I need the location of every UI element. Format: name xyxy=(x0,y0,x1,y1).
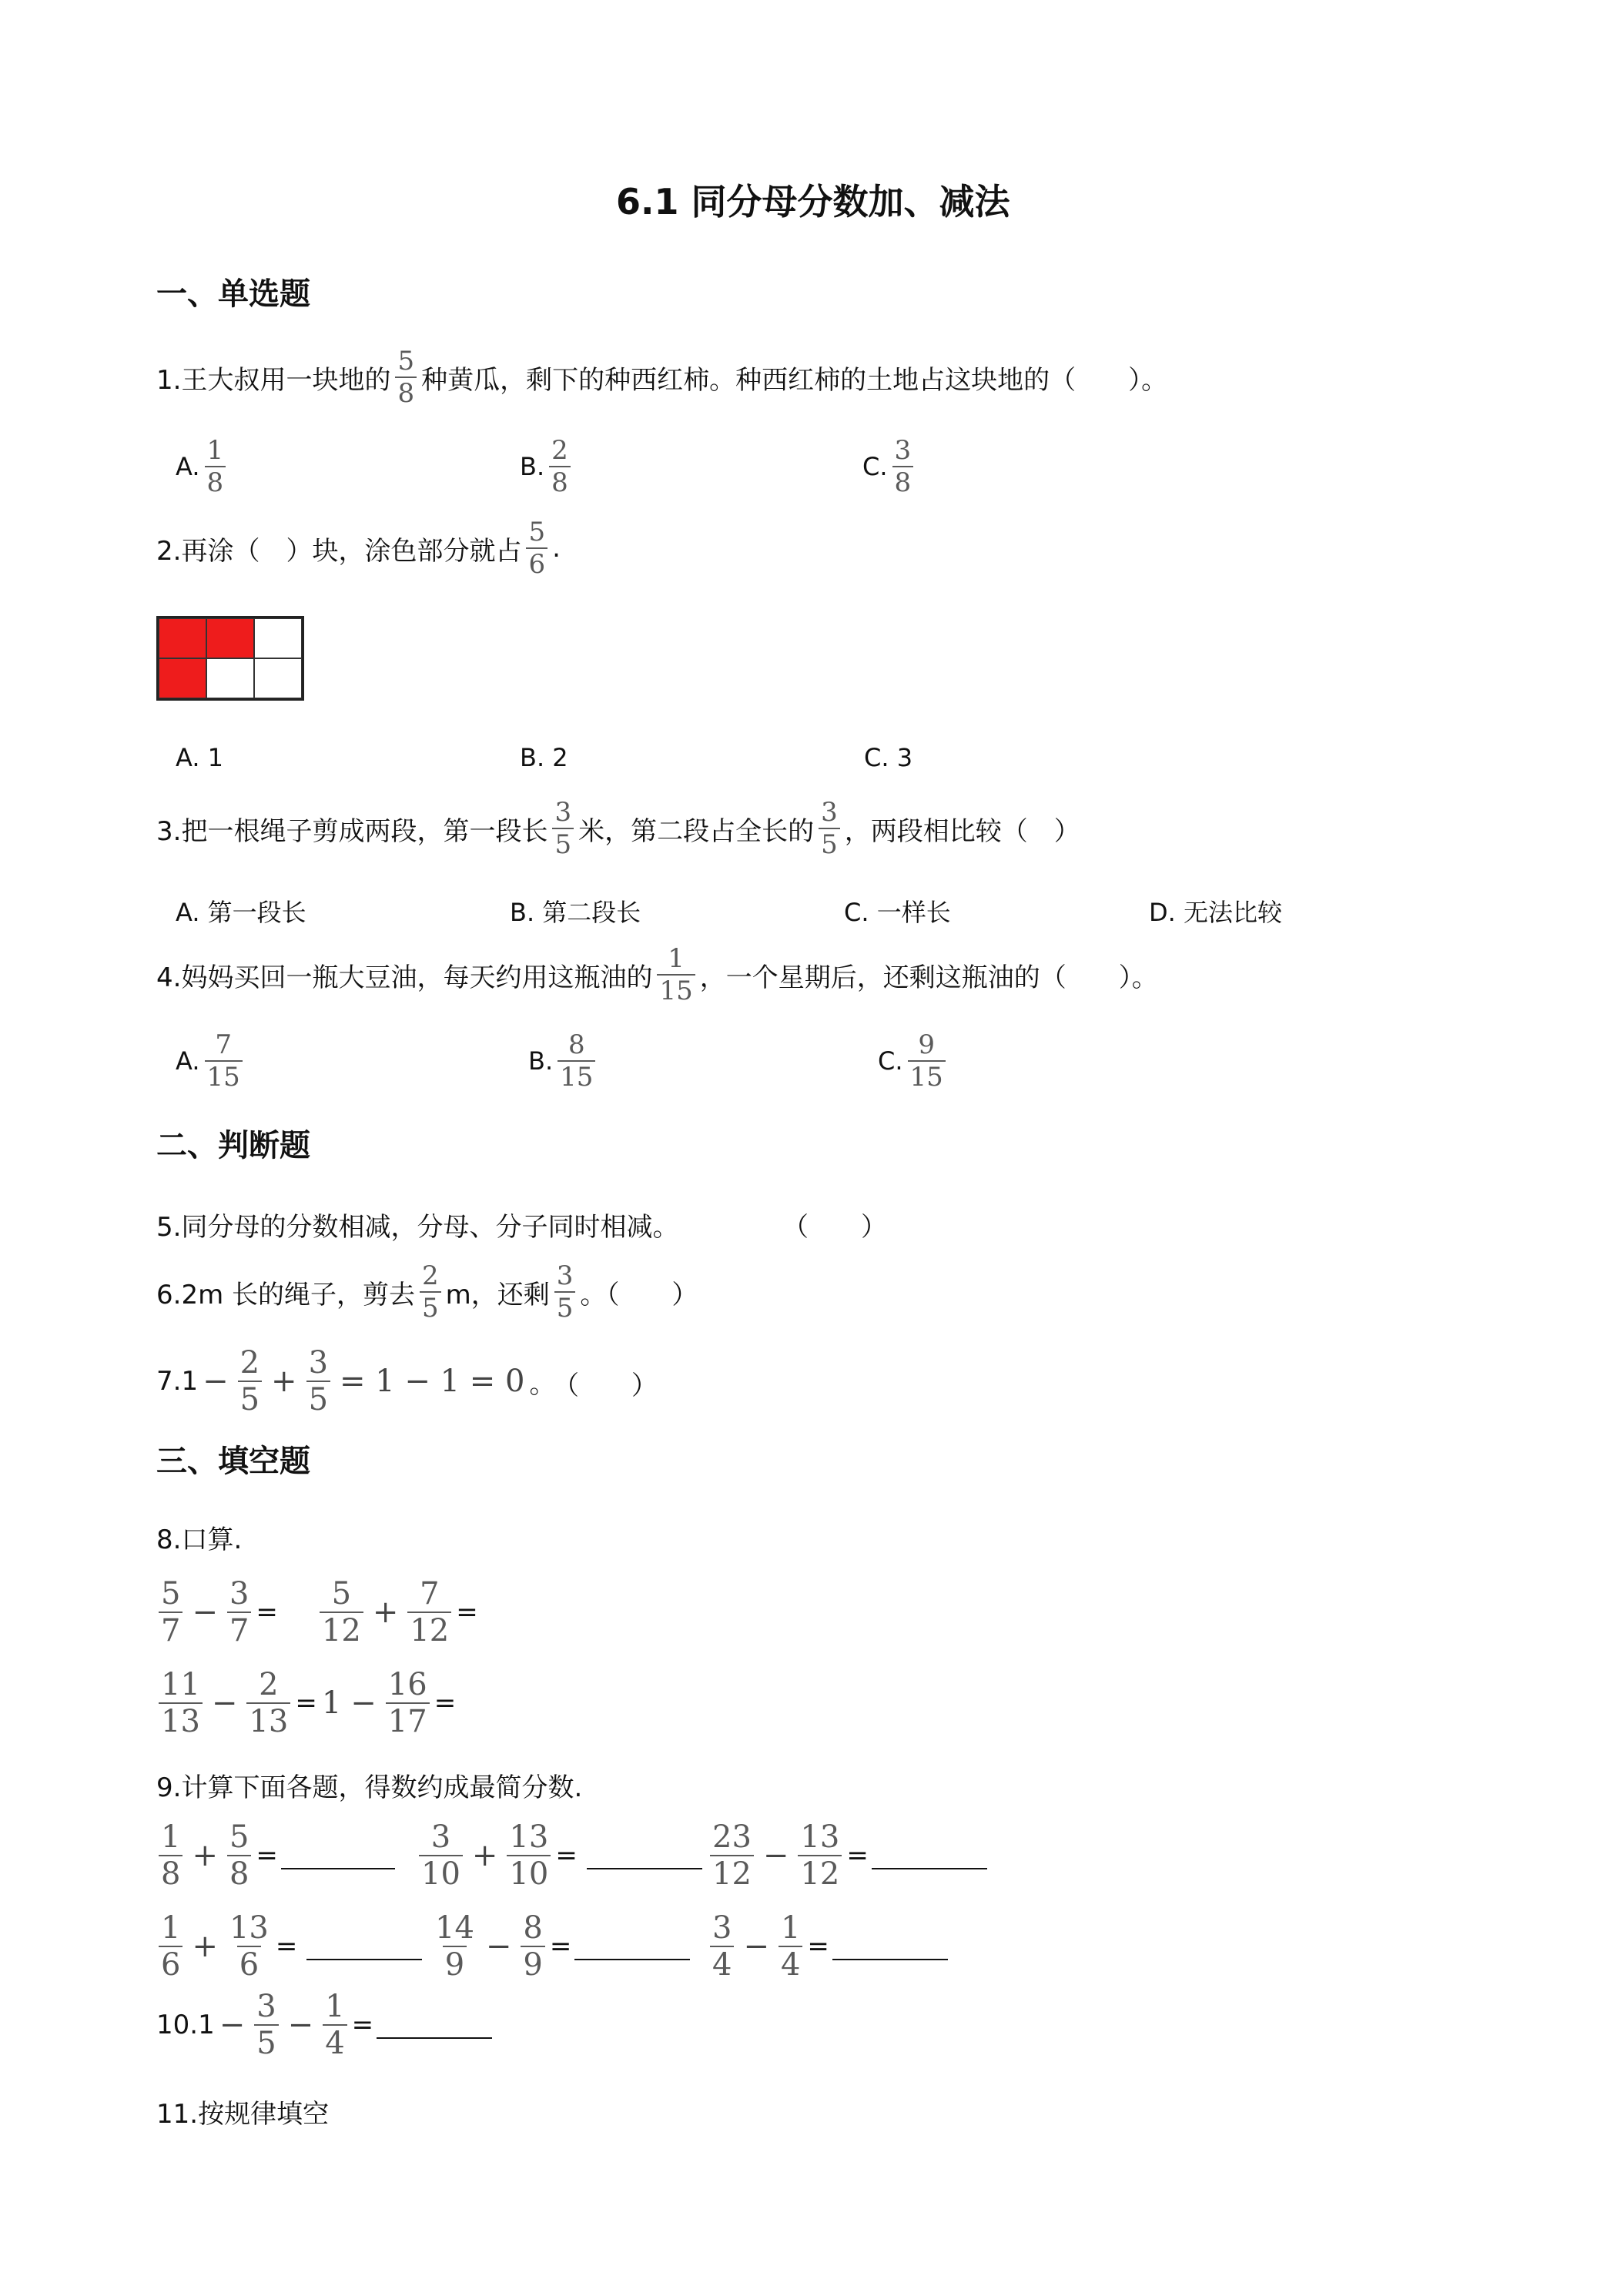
question-6-prefix: 6.2m 长的绳子，剪去 xyxy=(156,1279,415,1310)
question-9-item-2 xyxy=(414,1819,702,1892)
numerator: 5 xyxy=(229,1819,249,1855)
option-fraction xyxy=(205,1029,243,1093)
option-label: A. xyxy=(176,452,200,481)
grid-cell-shaded xyxy=(159,618,206,658)
numerator: 3 xyxy=(894,435,912,466)
numerator: 13 xyxy=(509,1819,549,1855)
denominator: 10 xyxy=(419,1855,463,1889)
option-fraction xyxy=(205,437,226,496)
numerator: 5 xyxy=(161,1576,181,1612)
denominator: 5 xyxy=(554,1291,576,1321)
numerator: 1 xyxy=(780,1910,801,1946)
numerator: 3 xyxy=(256,1989,276,2024)
answer-blank[interactable] xyxy=(587,1863,702,1869)
numerator: 5 xyxy=(331,1576,352,1612)
answer-blank[interactable] xyxy=(281,1863,395,1869)
denominator: 5 xyxy=(306,1381,330,1415)
option-label: B. xyxy=(520,452,545,481)
question-7-suffix: 。 xyxy=(529,1368,556,1400)
equals-sign[interactable]: = xyxy=(256,1597,278,1628)
denominator: 15 xyxy=(205,1060,243,1090)
operator: + xyxy=(192,1929,218,1964)
numerator: 1 xyxy=(161,1910,181,1946)
numerator: 16 xyxy=(387,1667,427,1702)
denominator: 12 xyxy=(320,1612,363,1646)
denominator: 5 xyxy=(420,1291,441,1321)
question-7-fraction-2 xyxy=(306,1347,330,1415)
question-2-fraction xyxy=(526,517,547,580)
denominator: 17 xyxy=(386,1702,430,1737)
question-2 xyxy=(156,517,561,580)
question-8-row-1 xyxy=(154,1578,478,1646)
operator: − xyxy=(192,1595,218,1630)
fraction xyxy=(419,1819,463,1892)
option-label: A. xyxy=(176,1046,200,1076)
answer-blank[interactable] xyxy=(872,1863,987,1869)
operator: + xyxy=(192,1838,218,1873)
fraction xyxy=(386,1669,430,1737)
fraction xyxy=(227,1578,251,1646)
answer-blank[interactable] xyxy=(832,1954,948,1960)
equals-sign: = xyxy=(549,1931,572,1962)
question-5 xyxy=(156,1206,678,1243)
question-3-suffix: ，两段相比较（ ） xyxy=(844,815,1080,847)
numerator: 2 xyxy=(422,1260,439,1291)
denominator: 8 xyxy=(159,1855,182,1889)
question-6-fraction-1 xyxy=(420,1260,441,1324)
answer-blank[interactable] xyxy=(377,2033,492,2039)
equals-sign: = xyxy=(555,1840,578,1871)
numerator: 7 xyxy=(215,1029,232,1060)
question-4-option-a[interactable] xyxy=(176,1029,247,1093)
question-1-fraction xyxy=(395,348,417,407)
denominator: 15 xyxy=(657,974,695,1004)
question-7-answer-paren[interactable]: （ ） xyxy=(553,1371,658,1401)
minus-operator: − xyxy=(203,1364,229,1399)
fraction xyxy=(159,1669,203,1737)
question-8-label: 8.口算. xyxy=(156,1525,243,1555)
denominator: 9 xyxy=(443,1946,467,1980)
question-9-item-4 xyxy=(154,1910,422,1983)
fraction xyxy=(507,1819,551,1892)
question-2-suffix: . xyxy=(552,533,561,564)
operator: − xyxy=(211,1685,238,1721)
fraction xyxy=(159,1910,182,1983)
question-5-text: 5.同分母的分数相减，分母、分子同时相减。 xyxy=(156,1212,679,1243)
numerator: 8 xyxy=(568,1029,585,1060)
question-11-label: 11.按规律填空 xyxy=(156,2099,330,2130)
denominator: 13 xyxy=(159,1702,203,1737)
plus-operator: + xyxy=(271,1364,297,1399)
grid-cell-empty xyxy=(254,658,302,698)
numerator: 3 xyxy=(556,1260,574,1291)
fraction xyxy=(320,1578,363,1646)
equals-sign: = xyxy=(275,1931,298,1962)
question-9-item-1 xyxy=(154,1819,395,1892)
numerator: 2 xyxy=(259,1667,279,1702)
denominator: 15 xyxy=(908,1060,946,1090)
equals-sign: = xyxy=(256,1840,278,1871)
question-9-item-6 xyxy=(705,1910,948,1983)
section-heading-fill-blank: 三、填空题 xyxy=(156,1444,310,1479)
minus-operator: − xyxy=(219,2007,246,2043)
question-6-suffix[interactable]: 。（ ） xyxy=(580,1279,698,1310)
denominator: 12 xyxy=(710,1855,754,1889)
question-3-middle: 米，第二段占全长的 xyxy=(578,815,815,847)
denominator: 12 xyxy=(407,1612,451,1646)
numerator: 9 xyxy=(918,1029,935,1060)
numerator: 2 xyxy=(239,1345,260,1381)
denominator: 6 xyxy=(237,1946,261,1980)
question-3-option-c[interactable]: C. 一样长 xyxy=(844,898,951,927)
denominator: 12 xyxy=(798,1855,842,1889)
question-10 xyxy=(156,1991,492,2059)
section-heading-single-choice: 一、单选题 xyxy=(156,276,310,312)
denominator: 6 xyxy=(159,1946,182,1980)
fraction xyxy=(433,1910,477,1983)
fraction xyxy=(246,1669,290,1737)
numerator: 1 xyxy=(161,1819,181,1855)
numerator: 3 xyxy=(308,1345,329,1381)
question-4-prefix: 4.妈妈买回一瓶大豆油，每天约用这瓶油的 xyxy=(156,962,653,993)
equals-sign[interactable]: = xyxy=(456,1597,478,1628)
denominator: 5 xyxy=(254,2024,278,2059)
fraction xyxy=(227,1910,271,1983)
numerator: 1 xyxy=(668,943,685,974)
equals-sign: = xyxy=(807,1931,829,1962)
operator: + xyxy=(372,1595,399,1630)
question-1-option-b[interactable] xyxy=(520,437,575,496)
numerator: 13 xyxy=(229,1910,269,1946)
question-5-answer-paren[interactable]: （ ） xyxy=(782,1212,887,1243)
question-7-prefix: 7.1 xyxy=(156,1366,199,1397)
numerator: 3 xyxy=(821,797,838,828)
numerator: 8 xyxy=(523,1910,543,1946)
section-heading-true-false: 二、判断题 xyxy=(156,1128,310,1163)
grid-cell-empty xyxy=(254,618,302,658)
fraction xyxy=(521,1910,544,1983)
grid-cell-empty xyxy=(206,658,254,698)
numerator: 14 xyxy=(435,1910,474,1946)
question-2-option-b[interactable]: B. 2 xyxy=(520,743,568,772)
question-9-item-3 xyxy=(705,1819,987,1892)
option-fraction xyxy=(549,437,571,496)
question-2-option-c[interactable]: C. 3 xyxy=(864,743,913,772)
fraction xyxy=(779,1910,802,1983)
equals-sign[interactable]: = xyxy=(434,1688,457,1719)
equals-sign: = xyxy=(846,1840,869,1871)
option-fraction xyxy=(558,1029,595,1093)
numerator: 3 xyxy=(229,1576,249,1612)
question-10-prefix: 10.1 xyxy=(156,2010,215,2040)
denominator: 8 xyxy=(395,377,417,407)
denominator: 7 xyxy=(227,1612,251,1646)
question-2-option-a[interactable]: A. 1 xyxy=(176,743,224,772)
numerator: 3 xyxy=(712,1910,732,1946)
question-4-suffix: ，一个星期后，还剩这瓶油的（ ）。 xyxy=(699,962,1158,993)
numerator: 2 xyxy=(551,435,568,466)
operator: − xyxy=(485,1929,512,1964)
question-1-prefix: 1.王大叔用一块地的 xyxy=(156,364,391,396)
answer-blank[interactable] xyxy=(306,1954,422,1960)
denominator: 8 xyxy=(227,1855,251,1889)
question-7-fraction-1 xyxy=(238,1347,262,1415)
numerator: 3 xyxy=(554,797,572,828)
minus-operator: − xyxy=(287,2007,314,2043)
denominator: 6 xyxy=(526,547,547,577)
question-4-option-c[interactable] xyxy=(878,1029,950,1093)
numerator: 5 xyxy=(528,517,546,547)
operator: + xyxy=(471,1838,498,1873)
numerator: 11 xyxy=(161,1667,200,1702)
question-10-fraction-1 xyxy=(254,1991,278,2059)
question-3 xyxy=(156,799,1080,858)
question-3-prefix: 3.把一根绳子剪成两段，第一段长 xyxy=(156,815,548,847)
question-1-suffix: 种黄瓜，剩下的种西红柿。种西红柿的土地占这块地的（ ）。 xyxy=(421,364,1168,396)
denominator: 5 xyxy=(819,828,840,858)
denominator: 7 xyxy=(159,1612,182,1646)
denominator: 5 xyxy=(238,1381,262,1415)
question-4-option-b[interactable] xyxy=(528,1029,600,1093)
shaded-grid-figure xyxy=(156,616,304,701)
question-6-middle: m，还剩 xyxy=(445,1279,550,1310)
fraction xyxy=(159,1819,182,1892)
equation-tail: = 1 − 1 = 0 xyxy=(340,1364,525,1399)
question-3-option-a[interactable]: A. 第一段长 xyxy=(176,898,306,927)
numerator: 7 xyxy=(420,1576,440,1612)
numerator: 3 xyxy=(430,1819,451,1855)
denominator: 9 xyxy=(521,1946,544,1980)
question-6 xyxy=(156,1260,698,1324)
grid-cell-shaded xyxy=(206,618,254,658)
denominator: 4 xyxy=(710,1946,734,1980)
denominator: 8 xyxy=(205,466,226,496)
question-1-option-a[interactable] xyxy=(176,437,230,496)
operator: − xyxy=(762,1838,789,1873)
question-7 xyxy=(156,1347,555,1415)
fraction xyxy=(159,1578,182,1646)
answer-blank[interactable] xyxy=(574,1954,690,1960)
denominator: 4 xyxy=(779,1946,802,1980)
question-10-fraction-2 xyxy=(323,1991,347,2059)
leading-number: 1 xyxy=(321,1685,342,1721)
question-3-fraction-2 xyxy=(819,799,840,858)
fraction xyxy=(407,1578,451,1646)
question-9-label: 9.计算下面各题，得数约成最简分数. xyxy=(156,1772,583,1803)
fraction xyxy=(710,1910,734,1983)
question-4-fraction xyxy=(657,943,695,1006)
question-6-fraction-2 xyxy=(554,1260,576,1324)
numerator: 1 xyxy=(325,1989,345,2024)
question-2-prefix: 2.再涂（ ）块，涂色部分就占 xyxy=(156,535,522,567)
equals-sign[interactable]: = xyxy=(295,1688,317,1719)
page-title: 6.1 同分母分数加、减法 xyxy=(616,181,1010,223)
question-1-option-c[interactable] xyxy=(862,437,918,496)
fraction xyxy=(710,1819,754,1892)
question-1 xyxy=(156,348,1167,407)
denominator: 8 xyxy=(549,466,571,496)
grid-cell-shaded xyxy=(159,658,206,698)
question-8-row-2 xyxy=(154,1669,456,1737)
question-9-item-5 xyxy=(428,1910,690,1983)
fraction xyxy=(227,1819,251,1892)
question-3-option-d[interactable]: D. 无法比较 xyxy=(1149,898,1282,927)
option-fraction xyxy=(892,437,914,496)
option-fraction xyxy=(908,1029,946,1093)
numerator: 13 xyxy=(800,1819,840,1855)
numerator: 23 xyxy=(712,1819,752,1855)
numerator: 5 xyxy=(397,346,415,377)
operator: − xyxy=(350,1685,377,1721)
option-label: B. xyxy=(528,1046,554,1076)
denominator: 8 xyxy=(892,466,914,496)
option-label: C. xyxy=(862,452,888,481)
question-4 xyxy=(156,943,1158,1006)
operator: − xyxy=(743,1929,769,1964)
numerator: 1 xyxy=(206,435,224,466)
equals-sign: = xyxy=(351,2010,374,2040)
denominator: 5 xyxy=(552,828,574,858)
question-3-fraction-1 xyxy=(552,799,574,858)
option-label: C. xyxy=(878,1046,903,1076)
denominator: 15 xyxy=(558,1060,595,1090)
denominator: 10 xyxy=(507,1855,551,1889)
denominator: 4 xyxy=(323,2024,347,2059)
fraction xyxy=(798,1819,842,1892)
denominator: 13 xyxy=(246,1702,290,1737)
question-3-option-b[interactable]: B. 第二段长 xyxy=(510,898,641,927)
